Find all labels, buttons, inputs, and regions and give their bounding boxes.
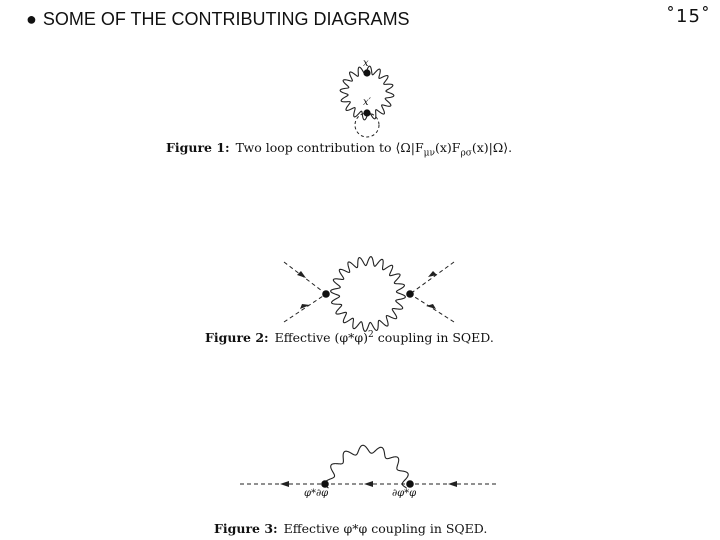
figure-1-label: Figure 1:: [166, 140, 230, 155]
figure-2-arrow-bl: [300, 304, 310, 309]
figure-3-photon-arc: [325, 445, 408, 488]
figure-2-caption: [205, 330, 494, 345]
figure-2-leg-bottom-right: [410, 294, 454, 322]
figure-1-caption-part-5: (x)|Ω⟩.: [471, 140, 513, 155]
figure-3-arrow-left: [280, 481, 289, 487]
figure-2-vertex-right: [406, 290, 414, 298]
bullet-icon: ●: [26, 9, 37, 29]
figure-3-label: Figure 3:: [214, 521, 278, 536]
slide-title: [26, 9, 410, 30]
figure-1-scalar-loop: [355, 113, 379, 137]
figure-2-leg-bottom-left: [284, 294, 326, 322]
figure-2-arrow-tr: [428, 271, 437, 277]
figure-3-arrow-mid: [364, 481, 373, 487]
figure-2-leg-top-left: [284, 262, 326, 294]
figure-1-caption: [166, 140, 512, 159]
figure-2-arrow-br: [426, 304, 436, 309]
figure-1-vertex-bottom: [363, 109, 370, 116]
figure-3-caption: [214, 521, 487, 536]
slide-title-text: SOME OF THE CONTRIBUTING DIAGRAMS: [42, 9, 410, 29]
figure-1-caption-part-2: μν: [423, 148, 435, 159]
figure-1-caption-part-4: ρσ: [460, 148, 472, 159]
page-number: ˚15˚: [666, 6, 711, 27]
figure-2-arrow-tl: [297, 271, 306, 278]
figure-2-leg-top-right: [410, 262, 454, 294]
figure-3-vertex-right: [406, 480, 414, 488]
figure-2-vertex-left: [322, 290, 330, 298]
figure-3-label-right: ∂φ*φ: [392, 488, 417, 499]
figure-3-vertex-left: [321, 480, 329, 488]
figure-2-caption-part-1: Effective (φ*φ): [274, 330, 369, 346]
figure-3-arrow-right: [448, 481, 457, 487]
figure-3-caption-text: Effective φ*φ coupling in SQED.: [283, 521, 488, 536]
figure-2-photon-loop: [331, 257, 406, 332]
figure-1-vertex-top: [363, 69, 370, 76]
figure-1-label-x-prime: x′: [363, 97, 371, 108]
figure-1-photon-loop: [340, 66, 394, 120]
figure-1-caption-part-1: Two loop contribution to ⟨Ω|F: [235, 140, 424, 155]
figure-3-label-left: φ*∂φ: [304, 488, 329, 499]
figure-1-label-x: x: [363, 58, 369, 69]
figure-2-label: Figure 2:: [205, 330, 269, 346]
figure-2-caption-part-2: 2: [368, 330, 374, 340]
figure-2-caption-part-3: coupling in SQED.: [373, 330, 494, 346]
figure-1-caption-part-3: (x)F: [434, 140, 461, 155]
